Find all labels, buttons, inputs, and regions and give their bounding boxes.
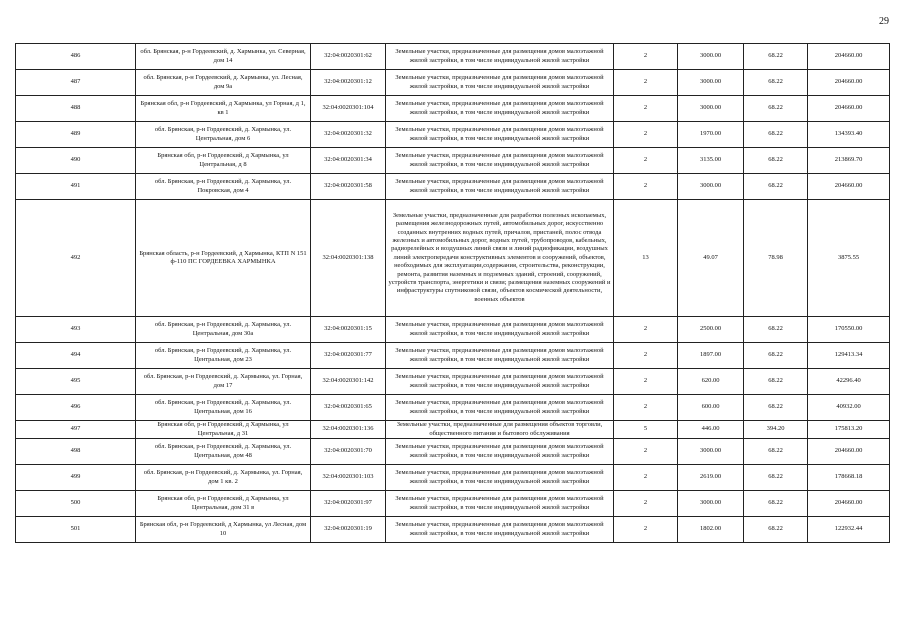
- row-address: Брянская обл, р-н Гордеевский, д Хармынка, ул Лесная, дом 10: [136, 517, 311, 543]
- row-cadastral-value: 134393.40: [808, 122, 890, 148]
- table-row: [16, 421, 890, 439]
- row-cadastral-number: 32:04:0020301:138: [311, 200, 386, 317]
- row-cadastral-number: 32:04:0020301:70: [311, 439, 386, 465]
- row-cadastral-value: 204660.00: [808, 491, 890, 517]
- table-row: [16, 369, 890, 395]
- row-land-use: Земельные участки, предназначенные для размещения домов малоэтажной жилой застройки, в том числе индивидуальной жилой застройки: [386, 122, 614, 148]
- row-area: 1970.00: [678, 122, 744, 148]
- row-area: 620.00: [678, 369, 744, 395]
- row-number: 487: [16, 70, 136, 96]
- row-area: 3000.00: [678, 439, 744, 465]
- table-row: [16, 343, 890, 369]
- row-use-group: 2: [614, 517, 678, 543]
- row-use-group: 2: [614, 395, 678, 421]
- row-land-use: Земельные участки, предназначенные для размещения домов малоэтажной жилой застройки, в том числе индивидуальной жилой застройки: [386, 395, 614, 421]
- page-number: 29: [879, 16, 889, 27]
- table-row: [16, 122, 890, 148]
- row-land-use: Земельные участки, предназначенные для размещения домов малоэтажной жилой застройки, в том числе индивидуальной жилой застройки: [386, 517, 614, 543]
- row-land-use: Земельные участки, предназначенные для размещения объектов торговли, общественного питания и бытового обслуживания: [386, 421, 614, 439]
- row-use-group: 2: [614, 122, 678, 148]
- row-cadastral-number: 32:04:0020301:136: [311, 421, 386, 439]
- row-address: обл. Брянская, р-н Гордеевский, д. Хармынка, ул. Центральная, дом 23: [136, 343, 311, 369]
- row-use-group: 2: [614, 439, 678, 465]
- row-cadastral-number: 32:04:0020301:142: [311, 369, 386, 395]
- row-area: 1897.00: [678, 343, 744, 369]
- row-land-use: Земельные участки, предназначенные для размещения домов малоэтажной жилой застройки, в том числе индивидуальной жилой застройки: [386, 369, 614, 395]
- row-cadastral-value: 129413.34: [808, 343, 890, 369]
- row-use-group: 2: [614, 70, 678, 96]
- row-specific-value: 68.22: [744, 44, 808, 70]
- row-specific-value: 68.22: [744, 517, 808, 543]
- row-specific-value: 68.22: [744, 148, 808, 174]
- row-area: 49.07: [678, 200, 744, 317]
- table-row: [16, 96, 890, 122]
- land-registry-table: [15, 43, 890, 543]
- row-cadastral-value: 204660.00: [808, 174, 890, 200]
- row-cadastral-value: 204660.00: [808, 96, 890, 122]
- row-specific-value: 68.22: [744, 174, 808, 200]
- row-land-use: Земельные участки, предназначенные для размещения домов малоэтажной жилой застройки, в том числе индивидуальной жилой застройки: [386, 465, 614, 491]
- row-area: 1802.00: [678, 517, 744, 543]
- row-specific-value: 68.22: [744, 343, 808, 369]
- row-land-use: Земельные участки, предназначенные для размещения домов малоэтажной жилой застройки, в том числе индивидуальной жилой застройки: [386, 439, 614, 465]
- row-area: 2619.00: [678, 465, 744, 491]
- row-use-group: 2: [614, 317, 678, 343]
- row-area: 3000.00: [678, 174, 744, 200]
- row-use-group: 2: [614, 148, 678, 174]
- row-specific-value: 68.22: [744, 317, 808, 343]
- row-area: 3135.00: [678, 148, 744, 174]
- table-row: [16, 70, 890, 96]
- row-number: 488: [16, 96, 136, 122]
- row-cadastral-number: 32:04:0020301:103: [311, 465, 386, 491]
- row-number: 493: [16, 317, 136, 343]
- row-number: 501: [16, 517, 136, 543]
- row-area: 2500.00: [678, 317, 744, 343]
- row-area: 3000.00: [678, 70, 744, 96]
- row-land-use: Земельные участки, предназначенные для разработки полезных ископаемых, размещения железнодорожных путей, автомобильных дорог, искусственно созданных внутренних водных путей, причалов, пристаней, полос отвода железных и автомобильных дорог, водных путей, трубопроводов, кабельных, радиорелейных и воздушных линий связи и линий радиофикации, воздушных линий электропередачи конструктивных элементов и сооружений, объектов, необходимых для эксплуатации,содержания, строительства, реконструкции, ремонта, развития наземных и подземных зданий, строений, сооружений, устройств транспорта, энергетики и связи; размещения наземных сооружений и инфраструктуры спутниковой связи, объектов космической деятельности, военных объектов: [386, 200, 614, 317]
- row-address: обл. Брянская, р-н Гордеевский, д. Хармынка, ул. Покровская, дом 4: [136, 174, 311, 200]
- row-area: 3000.00: [678, 44, 744, 70]
- row-cadastral-number: 32:04:0020301:34: [311, 148, 386, 174]
- row-use-group: 13: [614, 200, 678, 317]
- row-cadastral-value: 178668.18: [808, 465, 890, 491]
- row-area: 446.00: [678, 421, 744, 439]
- row-specific-value: 68.22: [744, 465, 808, 491]
- row-use-group: 2: [614, 369, 678, 395]
- row-address: Брянская область, р-н Гордеевский, д Хармынка, КТП N 151 ф-110 ПС ГОРДЕЕВКА ХАРМЫНКА: [136, 200, 311, 317]
- row-specific-value: 68.22: [744, 70, 808, 96]
- row-land-use: Земельные участки, предназначенные для размещения домов малоэтажной жилой застройки, в том числе индивидуальной жилой застройки: [386, 317, 614, 343]
- row-use-group: 2: [614, 174, 678, 200]
- table-row: [16, 148, 890, 174]
- table-row: [16, 465, 890, 491]
- row-number: 492: [16, 200, 136, 317]
- row-address: обл. Брянская, р-н Гордеевский, д. Хармынка, ул. Центральная, дом 16: [136, 395, 311, 421]
- row-address: обл. Брянская, р-н Гордеевский, д. Хармынка, ул. Центральная, дом 48: [136, 439, 311, 465]
- row-land-use: Земельные участки, предназначенные для размещения домов малоэтажной жилой застройки, в том числе индивидуальной жилой застройки: [386, 70, 614, 96]
- row-cadastral-value: 122932.44: [808, 517, 890, 543]
- row-land-use: Земельные участки, предназначенные для размещения домов малоэтажной жилой застройки, в том числе индивидуальной жилой застройки: [386, 44, 614, 70]
- row-number: 497: [16, 421, 136, 439]
- registry-body: [16, 44, 890, 543]
- row-address: обл. Брянская, р-н Гордеевский, д. Хармынка, ул. Горная, дом 1 кв. 2: [136, 465, 311, 491]
- row-specific-value: 68.22: [744, 369, 808, 395]
- row-specific-value: 68.22: [744, 439, 808, 465]
- row-area: 3000.00: [678, 96, 744, 122]
- row-land-use: Земельные участки, предназначенные для размещения домов малоэтажной жилой застройки, в том числе индивидуальной жилой застройки: [386, 96, 614, 122]
- row-address: обл. Брянская, р-н Гордеевский, д. Хармынка, ул. Северная, дом 14: [136, 44, 311, 70]
- row-cadastral-value: 170550.00: [808, 317, 890, 343]
- row-cadastral-number: 32:04:0020301:19: [311, 517, 386, 543]
- row-land-use: Земельные участки, предназначенные для размещения домов малоэтажной жилой застройки, в том числе индивидуальной жилой застройки: [386, 174, 614, 200]
- table-row: [16, 174, 890, 200]
- row-cadastral-value: 3875.55: [808, 200, 890, 317]
- row-cadastral-number: 32:04:0020301:58: [311, 174, 386, 200]
- table-row: [16, 439, 890, 465]
- row-number: 494: [16, 343, 136, 369]
- row-use-group: 2: [614, 465, 678, 491]
- row-cadastral-value: 204660.00: [808, 70, 890, 96]
- row-specific-value: 68.22: [744, 96, 808, 122]
- row-cadastral-value: 204660.00: [808, 439, 890, 465]
- row-cadastral-value: 40932.00: [808, 395, 890, 421]
- row-number: 499: [16, 465, 136, 491]
- row-specific-value: 394.20: [744, 421, 808, 439]
- row-address: обл. Брянская, р-н Гордеевский, д. Хармынка, ул. Центральная, дом 6: [136, 122, 311, 148]
- row-number: 495: [16, 369, 136, 395]
- row-cadastral-value: 204660.00: [808, 44, 890, 70]
- table-row: [16, 517, 890, 543]
- row-cadastral-value: 175813.20: [808, 421, 890, 439]
- row-number: 486: [16, 44, 136, 70]
- row-number: 498: [16, 439, 136, 465]
- row-cadastral-number: 32:04:0020301:32: [311, 122, 386, 148]
- row-address: обл. Брянская, р-н Гордеевский, д. Хармынка, ул. Лесная, дом 9а: [136, 70, 311, 96]
- row-use-group: 2: [614, 44, 678, 70]
- row-cadastral-value: 42296.40: [808, 369, 890, 395]
- table-row: [16, 44, 890, 70]
- row-number: 500: [16, 491, 136, 517]
- row-cadastral-number: 32:04:0020301:65: [311, 395, 386, 421]
- row-cadastral-number: 32:04:0020301:97: [311, 491, 386, 517]
- row-specific-value: 68.22: [744, 122, 808, 148]
- row-cadastral-number: 32:04:0020301:15: [311, 317, 386, 343]
- row-cadastral-number: 32:04:0020301:77: [311, 343, 386, 369]
- table-row: [16, 491, 890, 517]
- row-use-group: 2: [614, 96, 678, 122]
- table-row: [16, 200, 890, 317]
- row-cadastral-number: 32:04:0020301:62: [311, 44, 386, 70]
- row-use-group: 2: [614, 491, 678, 517]
- row-number: 491: [16, 174, 136, 200]
- row-number: 496: [16, 395, 136, 421]
- row-area: 600.00: [678, 395, 744, 421]
- table-row: [16, 395, 890, 421]
- row-land-use: Земельные участки, предназначенные для размещения домов малоэтажной жилой застройки, в том числе индивидуальной жилой застройки: [386, 343, 614, 369]
- row-address: Брянская обл, р-н Гордеевский, д Хармынка, ул Горная, д 1, кв 1: [136, 96, 311, 122]
- row-number: 490: [16, 148, 136, 174]
- table-row: [16, 317, 890, 343]
- row-cadastral-value: 213869.70: [808, 148, 890, 174]
- row-address: обл. Брянская, р-н Гордеевский, д. Хармынка, ул. Центральная, дом 30а: [136, 317, 311, 343]
- row-land-use: Земельные участки, предназначенные для размещения домов малоэтажной жилой застройки, в том числе индивидуальной жилой застройки: [386, 148, 614, 174]
- row-land-use: Земельные участки, предназначенные для размещения домов малоэтажной жилой застройки, в том числе индивидуальной жилой застройки: [386, 491, 614, 517]
- row-address: Брянская обл, р-н Гордеевский, д Хармынка, ул Центральная, д 8: [136, 148, 311, 174]
- row-use-group: 2: [614, 343, 678, 369]
- row-use-group: 5: [614, 421, 678, 439]
- row-address: Брянская обл, р-н Гордеевский, д Хармынка, ул Центральная, дом 31 в: [136, 491, 311, 517]
- row-address: обл. Брянская, р-н Гордеевский, д. Хармынка, ул. Горная, дом 17: [136, 369, 311, 395]
- row-specific-value: 68.22: [744, 395, 808, 421]
- row-cadastral-number: 32:04:0020301:104: [311, 96, 386, 122]
- row-number: 489: [16, 122, 136, 148]
- row-cadastral-number: 32:04:0020301:12: [311, 70, 386, 96]
- row-address: Брянская обл, р-н Гордеевский, д Хармынка, ул Центральная, д 31: [136, 421, 311, 439]
- row-specific-value: 78.98: [744, 200, 808, 317]
- row-specific-value: 68.22: [744, 491, 808, 517]
- row-area: 3000.00: [678, 491, 744, 517]
